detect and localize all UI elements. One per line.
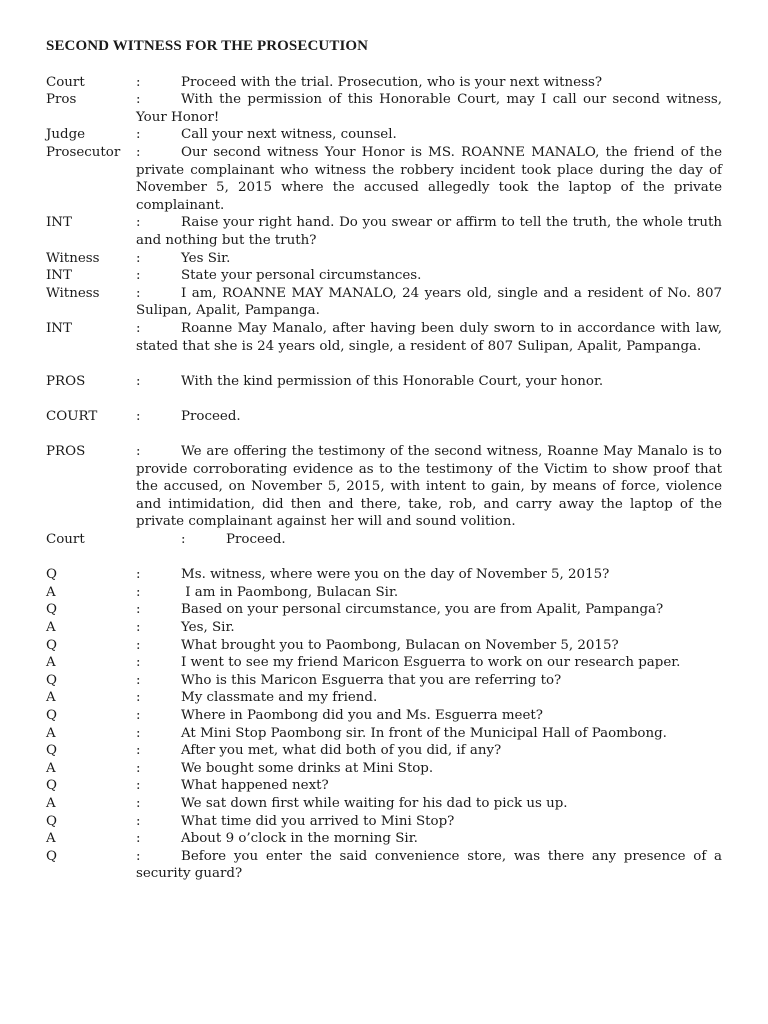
colon-separator: : — [136, 127, 141, 143]
speaker-label: Q — [46, 602, 57, 618]
colon-separator: : — [136, 778, 141, 794]
dialogue-text: I am, ROANNE MAY MANALO, 24 years old, single and a resident of No. 807 Sulipan, Apalit, Pampanga. — [136, 285, 722, 319]
dialogue-text: Who is this Maricon Esguerra that you are referring to? — [181, 672, 562, 688]
speaker-label: A — [46, 795, 56, 811]
speaker-label: Q — [46, 743, 57, 759]
colon-separator: : — [136, 74, 141, 90]
speaker-label: Q — [46, 637, 57, 653]
colon-separator: : — [136, 760, 141, 776]
dialogue-text: We are offering the testimony of the second witness, Roanne May Manalo is to provide corroborating evidence as to the testimony of the Victim to show proof that the accused, on November 5, 2015, with intent to gain, by means of force, violence and intimidation, did then and there, take, rob, and carry away the laptop of the private complainant against her will and sound volition. — [136, 444, 722, 530]
document-title: SECOND WITNESS FOR THE PROSECUTION — [46, 38, 369, 54]
transcript-entry — [46, 795, 722, 813]
dialogue-text: What happened next? — [181, 778, 329, 794]
colon-separator: : — [136, 373, 141, 389]
colon-separator: : — [136, 637, 141, 653]
speaker-label: Court — [46, 532, 85, 548]
speaker-label: A — [46, 831, 56, 847]
colon-separator: : — [136, 813, 141, 829]
colon-separator: : — [136, 215, 141, 231]
dialogue-text: State your personal circumstances. — [181, 268, 422, 284]
transcript-entry — [46, 760, 722, 778]
colon-separator: : — [136, 795, 141, 811]
dialogue-text: Proceed. — [226, 532, 286, 548]
transcript-entry — [46, 689, 722, 707]
colon-separator: : — [136, 444, 141, 460]
transcript-entry — [46, 267, 722, 285]
speaker-label: INT — [46, 320, 72, 336]
speaker-label: PROS — [46, 373, 86, 389]
transcript-entry — [46, 250, 722, 268]
transcript-entry — [46, 637, 722, 655]
speaker-label: Q — [46, 848, 57, 864]
transcript-entry — [46, 672, 722, 690]
transcript-entry — [46, 742, 722, 760]
dialogue-text: We sat down first while waiting for his dad to pick us up. — [181, 795, 568, 811]
transcript-entry — [46, 566, 722, 584]
speaker-label: Judge — [46, 127, 86, 143]
speaker-label: A — [46, 584, 56, 600]
colon-separator: : — [136, 567, 141, 583]
dialogue-text: I went to see my friend Maricon Esguerra to work on our research paper. — [181, 655, 681, 671]
colon-separator: : — [136, 285, 141, 301]
transcript-entry — [46, 848, 722, 883]
speaker-label: INT — [46, 268, 72, 284]
dialogue-text: Proceed with the trial. Prosecution, who is your next witness? — [181, 74, 603, 90]
transcript-entry — [46, 91, 722, 126]
transcript-entry — [46, 443, 722, 531]
dialogue-text: Call your next witness, counsel. — [181, 127, 397, 143]
speaker-label: A — [46, 620, 56, 635]
dialogue-text: Roanne May Manalo, after having been duly sworn to in accordance with law, stated that she is 24 years old, single, a resident of 807 Sulipan, Apalit, Pampanga. — [136, 320, 722, 354]
speaker-label: Court — [46, 74, 85, 90]
speaker-label: Pros — [46, 92, 77, 108]
transcript-entry — [46, 408, 722, 426]
colon-separator: : — [136, 144, 141, 160]
dialogue-text: With the permission of this Honorable Court, may I call our second witness, Your Honor! — [136, 92, 722, 125]
dialogue-text: I am in Paombong, Bulacan Sir. — [181, 584, 399, 600]
dialogue-text: What brought you to Paombong, Bulacan on November 5, 2015? — [181, 637, 619, 653]
dialogue-text: Where in Paombong did you and Ms. Esguerra meet? — [181, 707, 543, 723]
transcript-entry — [46, 126, 722, 144]
speaker-label: Q — [46, 707, 57, 723]
speaker-label: Witness — [46, 285, 100, 301]
dialogue-text: Based on your personal circumstance, you are from Apalit, Pampanga? — [181, 602, 664, 618]
speaker-label: COURT — [46, 408, 98, 424]
colon-separator: : — [136, 672, 141, 688]
speaker-label: INT — [46, 215, 72, 231]
transcript-entries — [46, 74, 722, 883]
colon-separator: : — [136, 655, 141, 671]
transcript-entry — [46, 830, 722, 848]
dialogue-text: After you met, what did both of you did, if any? — [181, 743, 502, 759]
colon-separator: : — [136, 848, 141, 864]
dialogue-text: We bought some drinks at Mini Stop. — [181, 760, 434, 776]
transcript-entry — [46, 813, 722, 831]
colon-separator: : — [136, 725, 141, 741]
speaker-label: A — [46, 690, 56, 706]
colon-separator: : — [136, 250, 141, 266]
transcript-entry — [46, 373, 722, 391]
dialogue-text: Yes Sir. — [181, 250, 231, 266]
dialogue-text: At Mini Stop Paombong sir. In front of the Municipal Hall of Paombong. — [181, 725, 667, 741]
transcript-entry — [46, 214, 722, 249]
transcript-entry — [46, 777, 722, 795]
transcript-entry — [46, 619, 722, 637]
transcript-entry — [46, 707, 722, 725]
speaker-label: Q — [46, 672, 57, 688]
transcript-entry — [46, 285, 722, 320]
dialogue-text: Ms. witness, where were you on the day of November 5, 2015? — [181, 567, 610, 583]
dialogue-text: Before you enter the said convenience store, was there any presence of a security guard? — [136, 848, 722, 882]
dialogue-text: Yes, Sir. — [181, 620, 235, 635]
colon-separator: : — [136, 92, 141, 108]
speaker-label: Prosecutor — [46, 144, 121, 160]
colon-separator: : — [136, 690, 141, 706]
speaker-label: Witness — [46, 250, 100, 266]
colon-separator: : — [136, 831, 141, 847]
speaker-label: A — [46, 760, 56, 776]
transcript-entry — [46, 584, 722, 602]
dialogue-text: About 9 o’clock in the morning Sir. — [181, 831, 418, 847]
dialogue-text: My classmate and my friend. — [181, 690, 378, 706]
transcript-entry — [46, 531, 722, 549]
colon-separator: : — [136, 320, 141, 336]
colon-separator: : — [136, 408, 141, 424]
speaker-label: Q — [46, 813, 57, 829]
colon-separator: : — [136, 584, 141, 600]
transcript-entry — [46, 74, 722, 92]
transcript-entry — [46, 654, 722, 672]
transcript-entry — [46, 601, 722, 619]
transcript-entry — [46, 725, 722, 743]
dialogue-text: What time did you arrived to Mini Stop? — [181, 813, 455, 829]
speaker-label: A — [46, 725, 56, 741]
dialogue-text: Raise your right hand. Do you swear or affirm to tell the truth, the whole truth and nothing but the truth? — [136, 215, 722, 248]
transcript-entry — [46, 320, 722, 355]
dialogue-text: Our second witness Your Honor is MS. ROANNE MANALO, the friend of the private complainant who witness the robbery incident took place during the day of November 5, 2015 where the accused allegedly took the laptop of the private complainant. — [136, 144, 722, 213]
speaker-label: Q — [46, 567, 57, 583]
colon-separator: : — [136, 620, 141, 635]
speaker-label: PROS — [46, 444, 86, 460]
dialogue-text: With the kind permission of this Honorable Court, your honor. — [181, 373, 604, 389]
colon-separator: : — [136, 743, 141, 759]
colon-separator: : — [136, 602, 141, 618]
colon-separator: : — [136, 707, 141, 723]
colon-separator: : — [136, 268, 141, 284]
speaker-label: Q — [46, 778, 57, 794]
colon-separator: : — [181, 532, 186, 548]
transcript-entry — [46, 144, 722, 214]
speaker-label: A — [46, 655, 56, 671]
dialogue-text: Proceed. — [181, 408, 241, 424]
